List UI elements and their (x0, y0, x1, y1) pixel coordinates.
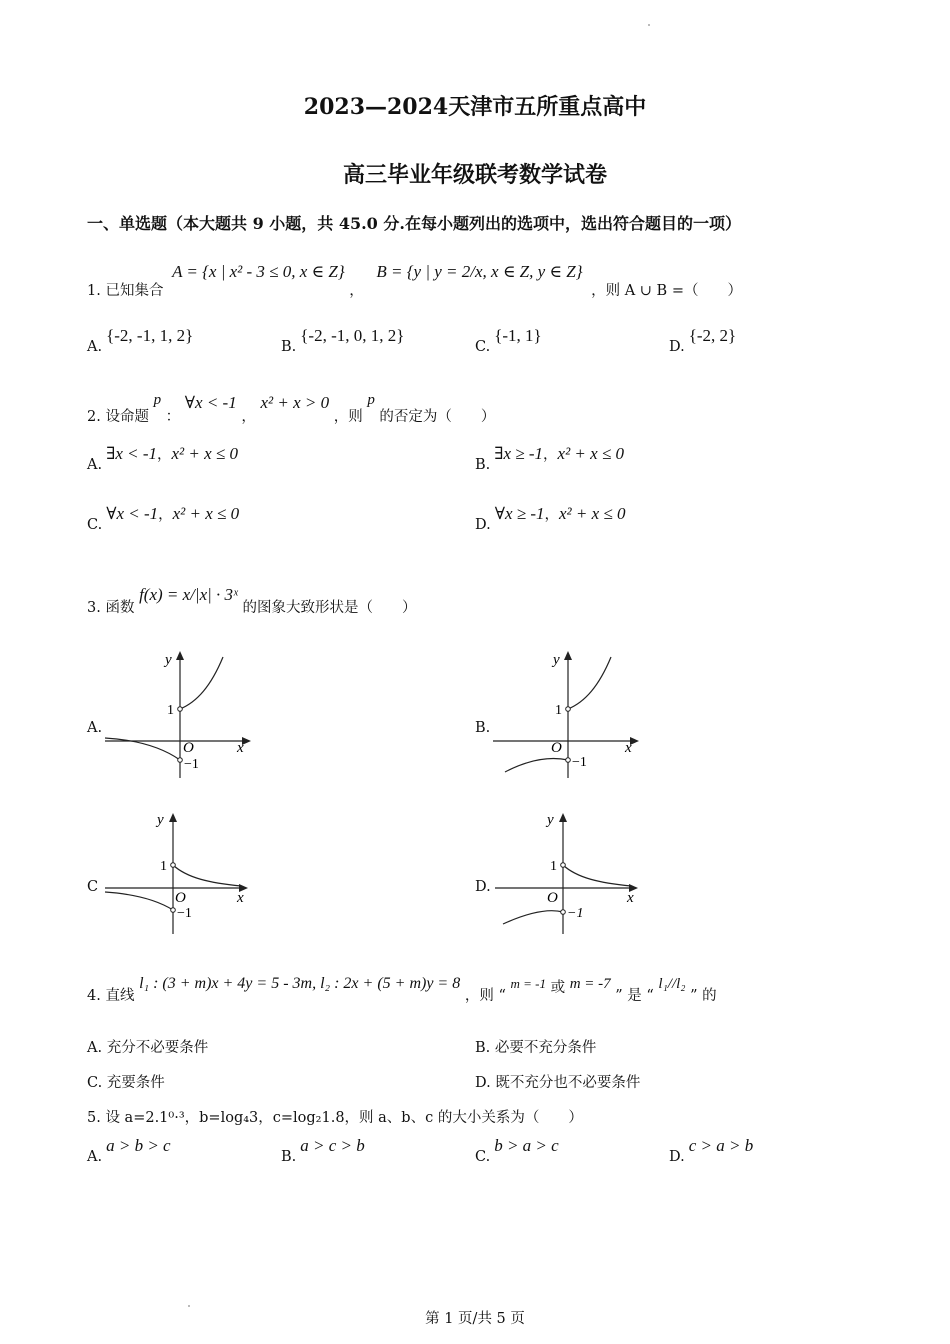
option-label: D. (475, 1075, 491, 1091)
option-comma: ， (544, 507, 560, 523)
option-label: D. (669, 1149, 685, 1165)
y-axis-label: y (547, 812, 554, 828)
option-label: C. (475, 1149, 491, 1165)
option-label: B. (475, 457, 491, 473)
tick-label-1: 1 (160, 859, 167, 874)
q4-lines: l₁ : (3 + m)x + 4y = 5 - 3m, l₂ : 2x + (5 + m)y = 8 (139, 975, 461, 992)
option-label: C. (87, 517, 103, 533)
q3-graph-c (105, 808, 255, 938)
option-value: c > a > b (688, 1136, 754, 1155)
exam-title-line2: 高三毕业年级联考数学试卷 (342, 162, 607, 188)
option-quantifier: ∃x ≥ -1 (494, 444, 544, 463)
option-value: {-1, 1} (494, 326, 542, 345)
tick-label-1: 1 (167, 703, 174, 718)
x-axis-label: x (627, 890, 634, 906)
question-3 (87, 585, 416, 617)
speck (648, 24, 650, 26)
option-value: 充分不必要条件 (106, 1040, 209, 1056)
option-quantifier: ∃x < -1 (106, 444, 157, 463)
section-heading: 一、单选题（本大题共 9 小题，共 45.0 分.在每小题列出的选项中，选出符合题目的一项） (87, 214, 741, 233)
q2-prefix: 2. 设命题 (87, 409, 149, 425)
q4-parallel: l₁//l₂ (658, 976, 686, 992)
y-axis-label: y (553, 652, 560, 668)
q4-cond1: m = -1 (510, 976, 546, 991)
question-4 (87, 975, 717, 1005)
option-label: A. (87, 1149, 103, 1165)
x-axis-label: x (237, 740, 244, 756)
tick-label-1: 1 (550, 859, 557, 874)
q1-sep: ， (349, 283, 364, 299)
q2-option-b[interactable] (475, 444, 625, 473)
option-label: A. (87, 339, 103, 355)
q4-or: 或 (550, 980, 566, 996)
option-value: b > a > c (494, 1136, 559, 1155)
q2-comma: ， (241, 409, 256, 425)
tick-label-neg1: −1 (567, 906, 584, 921)
option-value: 既不充分也不必要条件 (495, 1075, 641, 1091)
q5-option-a[interactable] (87, 1136, 171, 1165)
x-axis-label: x (237, 890, 244, 906)
option-quantifier: ∀x ≥ -1 (494, 504, 545, 523)
q1-option-a[interactable] (87, 326, 194, 355)
option-value: {-2, 2} (688, 326, 737, 345)
option-label: D. (475, 879, 491, 895)
q2-option-c[interactable] (87, 504, 240, 533)
option-label: B. (281, 339, 297, 355)
q2-p2: p (367, 392, 375, 408)
q1-option-c[interactable] (475, 326, 542, 355)
q4-mid1: ，则 “ (464, 988, 506, 1004)
q1-suffix: ，则 A ∪ B =（ ） (591, 283, 742, 299)
option-label: A. (87, 1040, 103, 1056)
option-label: A. (87, 720, 103, 736)
q4-mid2: ” 是 “ (615, 988, 654, 1004)
q1-option-b[interactable] (281, 326, 405, 355)
option-comma: ， (157, 447, 172, 463)
q1-set-a: A = {x | x² - 3 ≤ 0, x ∈ Z} (172, 262, 345, 281)
q5-option-d[interactable] (669, 1136, 754, 1165)
option-label: B. (281, 1149, 297, 1165)
option-value: 必要不充分条件 (494, 1040, 597, 1056)
q2-option-a[interactable] (87, 444, 238, 473)
option-formula: x² + x ≤ 0 (172, 504, 240, 523)
q1-set-b: B = {y | y = 2/x, x ∈ Z, y ∈ Z} (376, 262, 583, 281)
q2-end: 的否定为（ ） (379, 409, 496, 425)
q4-end: ” 的 (690, 988, 717, 1004)
option-comma: ， (158, 507, 173, 523)
option-formula: x² + x ≤ 0 (171, 444, 238, 463)
q4-option-d[interactable] (475, 1071, 640, 1092)
question-2 (87, 392, 495, 426)
option-value: {-2, -1, 0, 1, 2} (300, 326, 405, 345)
q2-cond2: x² + x > 0 (260, 393, 330, 412)
q3-option-b[interactable] (475, 720, 490, 736)
option-label: C. (87, 1075, 103, 1091)
option-label: C (87, 879, 99, 895)
option-value: a > b > c (106, 1136, 171, 1155)
q4-option-a[interactable] (87, 1036, 208, 1057)
q1-option-d[interactable] (669, 326, 737, 355)
option-formula: x² + x ≤ 0 (559, 504, 626, 523)
q4-option-c[interactable] (87, 1071, 165, 1092)
tick-label-1: 1 (555, 703, 562, 718)
origin-label: O (183, 740, 194, 756)
option-label: A. (87, 457, 103, 473)
q3-option-c[interactable] (87, 879, 98, 895)
option-comma: ， (543, 447, 558, 463)
origin-label: O (551, 740, 562, 756)
option-value: a > c > b (300, 1136, 365, 1155)
origin-label: O (175, 890, 186, 906)
q1-prefix: 1. 已知集合 (87, 283, 164, 299)
option-formula: x² + x ≤ 0 (557, 444, 625, 463)
x-axis-label: x (625, 740, 632, 756)
tick-label-neg1: −1 (572, 755, 587, 770)
q2-option-d[interactable] (475, 504, 626, 533)
q3-prefix: 3. 函数 (87, 600, 135, 616)
page-footer: 第 1 页/共 5 页 (425, 1311, 525, 1327)
option-value: {-2, -1, 1, 2} (106, 326, 194, 345)
q3-suffix: 的图象大致形状是（ ） (242, 600, 417, 616)
q3-option-a[interactable] (87, 720, 102, 736)
option-label: C. (475, 339, 491, 355)
option-quantifier: ∀x < -1 (106, 504, 159, 523)
question-1 (87, 262, 742, 300)
q3-graph-a (105, 648, 255, 788)
q2-p: p (153, 392, 162, 408)
q3-option-d[interactable] (475, 879, 491, 895)
question-5: 5. 设 a=2.1⁰·³，b=log₄3，c=log₂1.8，则 a、b、c 的大小关系为（ ） (87, 1110, 583, 1126)
q5-option-b[interactable] (281, 1136, 365, 1165)
q3-graph-d (495, 808, 645, 938)
q4-prefix: 4. 直线 (87, 988, 135, 1004)
tick-label-neg1: −1 (177, 906, 192, 921)
q2-suffix: ，则 (333, 409, 363, 425)
option-label: B. (475, 1040, 491, 1056)
y-axis-label: y (165, 652, 172, 668)
option-label: D. (669, 339, 685, 355)
exam-title-line1: 2023—2024天津市五所重点高中 (303, 94, 647, 120)
option-label: B. (475, 720, 491, 736)
q3-function: f(x) = x/|x| · 3ˣ (139, 585, 238, 604)
tick-label-neg1: −1 (184, 757, 199, 772)
q5-option-c[interactable] (475, 1136, 559, 1165)
q3-graph-b (493, 648, 643, 788)
origin-label: O (547, 890, 558, 906)
q2-colon: ： (165, 409, 181, 425)
q4-cond2: m = -7 (569, 976, 611, 992)
option-label: D. (475, 517, 491, 533)
q4-option-b[interactable] (475, 1036, 596, 1057)
q2-cond1: ∀x < -1 (184, 393, 237, 412)
y-axis-label: y (157, 812, 164, 828)
option-value: 充要条件 (106, 1075, 165, 1091)
